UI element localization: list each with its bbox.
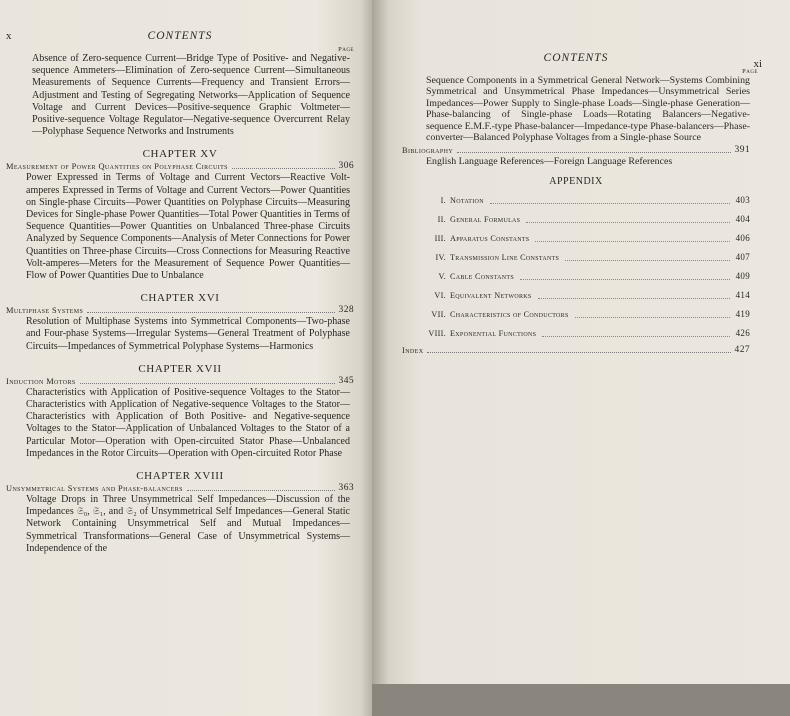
leader-dots [565, 248, 729, 261]
appendix-number: I. [440, 195, 446, 205]
index-row[interactable] [402, 345, 750, 356]
intro-paragraph: Absence of Zero-sequence Current—Bridge Type of Positive- and Negative-sequence Ammeters—Elimination of Zero-sequence Current—Simultaneous Measurements of Sequence Currents—Frequency and Transient Errors—Adjustment and Testing of Segregating Networks—Application of Sequence Voltage and Current Devices—Positive-sequence Graphic Voltmeter—Positive-sequence Voltage Regulator—Negative-sequence Overcurrent Relay—Polyphase Sequence Networks and Instruments [32, 53, 350, 138]
appendix-number: VIII. [428, 328, 446, 338]
leader-dots [542, 324, 729, 337]
bibliography-row[interactable] [402, 145, 750, 156]
leader-dots [575, 305, 730, 318]
appendix-page: 426 [735, 327, 750, 338]
leader-dots [535, 229, 729, 242]
appendix-page: 404 [735, 213, 750, 224]
right-running-head: CONTENTS [543, 52, 609, 64]
appendix-row[interactable] [412, 248, 750, 267]
chapter-page: 328 [338, 305, 354, 316]
chapter-heading: CHAPTER XVIII [136, 470, 224, 483]
appendix-row[interactable] [412, 305, 750, 324]
continuation-paragraph: Sequence Components in a Symmetrical General Network—Systems Combining Symmetrical and Unsymmetrical Phase Impedances—Unsymmetrical Series Impedances—Power Supply to Single-phase Loads—Single-phase Generation—Phase-balancing of Single-phase Loads—Rotating Balancers—Negative-sequence E.M.F.-type Phase-balancer—Impedance-type Phase-balancers—Phase-converter—Balanced Polyphase Voltages from a Single-phase Source [426, 75, 750, 144]
leader-dots [538, 286, 730, 299]
chapter-title: Multiphase Systems [6, 306, 84, 316]
appendix-page: 409 [735, 270, 750, 281]
right-page [372, 0, 790, 684]
background-surface [372, 684, 790, 716]
appendix-row[interactable] [412, 286, 750, 305]
appendix-row[interactable] [412, 324, 750, 343]
chapter-title-row[interactable] [6, 376, 354, 387]
appendix-row[interactable] [412, 210, 750, 229]
chapter-title-row[interactable] [6, 305, 354, 316]
leader-dots [457, 145, 730, 153]
chapter-xviii [6, 470, 354, 555]
appendix-number: IV. [435, 252, 446, 262]
appendix-page: 403 [735, 194, 750, 205]
chapter-page: 363 [338, 483, 354, 494]
chapter-entries: Voltage Drops in Three Unsymmetrical Self Impedances—Discussion of the Impedances 𝔖₀, 𝔖₁, and 𝔖₂ of Unsymmetrical Self Impedances—General Static Network Containing Unsymmetrical Self and Mutual Impedances—Symmetrical Transformations—General Case of Unsymmetrical Systems—Independence of the [26, 494, 350, 554]
appendix-list [402, 191, 750, 356]
left-running-head: CONTENTS [147, 30, 213, 42]
right-page-label: Page [742, 68, 758, 75]
chapter-title-row[interactable] [6, 483, 354, 494]
chapter-xv [6, 148, 354, 282]
chapter-title: Measurement of Power Quantities on Polyphase Circuits [6, 162, 228, 172]
appendix-number: V. [438, 271, 446, 281]
appendix-row[interactable] [412, 267, 750, 286]
appendix-title: Cable Constants [450, 271, 514, 281]
bibliography-page: 391 [734, 145, 750, 156]
appendix-number: III. [434, 233, 446, 243]
leader-dots [520, 267, 730, 280]
leader-dots [87, 305, 334, 313]
appendix-title: Equivalent Networks [450, 290, 532, 300]
appendix-title: Exponential Functions [450, 328, 537, 338]
leader-dots [232, 161, 335, 169]
chapter-title: Unsymmetrical Systems and Phase-balancers [6, 484, 183, 494]
index-title: Index [402, 345, 424, 355]
left-page-label: Page [338, 46, 354, 53]
leader-dots [490, 191, 730, 204]
appendix-row[interactable] [412, 191, 750, 210]
appendix-title: Apparatus Constants [450, 233, 530, 243]
appendix-number: VII. [431, 309, 446, 319]
chapter-title-row[interactable] [6, 161, 354, 172]
right-folio: xi [753, 58, 762, 70]
appendix-title: Characteristics of Conductors [450, 309, 569, 319]
leader-dots [187, 483, 335, 491]
appendix-title: General Formulas [450, 214, 521, 224]
appendix-number: VI. [434, 290, 446, 300]
appendix-heading: APPENDIX [549, 175, 603, 187]
chapter-entries: Characteristics with Application of Positive-sequence Voltages to the Stator—Characteristics with Application of Negative-sequence Voltages to the Stator—Characteristics with Application of Both Positive- and Negative-sequence Voltages to the Stator—Application of Unbalanced Voltages to the Stator of a Particular Motor—Operation with Open-circuited Stator Phase—Unbalanced Impedances in the Rotor Circuits—Operation with Open-circuited Rotor Phase [26, 386, 350, 459]
chapter-page: 345 [338, 375, 354, 386]
appendix-page: 419 [735, 308, 750, 319]
chapter-entries: Resolution of Multiphase Systems into Symmetrical Components—Two-phase and Four-phase Systems—Irregular Systems—General Treatment of Polyphase Circuits—Impedances of Symmetrical Polyphase Systems—Harmonics [26, 316, 350, 352]
leader-dots [427, 345, 730, 353]
appendix-title: Notation [450, 195, 484, 205]
leader-dots [526, 210, 729, 223]
appendix-title: Transmission Line Constants [450, 252, 560, 262]
left-folio: x [6, 30, 12, 42]
bibliography [402, 145, 750, 167]
chapter-heading: CHAPTER XVI [140, 292, 220, 305]
appendix-page: 406 [735, 232, 750, 243]
bibliography-entries: English Language References—Foreign Language References [426, 156, 673, 168]
index-page: 427 [734, 344, 750, 355]
chapter-page: 306 [338, 161, 354, 172]
leader-dots [80, 376, 335, 384]
chapter-title: Induction Motors [6, 376, 76, 386]
chapter-xvii [6, 363, 354, 460]
bibliography-title: Bibliography [402, 146, 454, 156]
appendix-page: 414 [735, 289, 750, 300]
appendix-number: II. [437, 214, 446, 224]
chapter-heading: CHAPTER XV [142, 148, 218, 161]
left-page [0, 0, 372, 716]
chapter-xvi [6, 292, 354, 353]
appendix-page: 407 [735, 251, 750, 262]
chapter-heading: CHAPTER XVII [138, 362, 222, 375]
chapter-entries: Power Expressed in Terms of Voltage and Current Vectors—Reactive Volt-amperes Expressed in Terms of Voltage and Current Vectors—Power Quantities on Single-phase Circuits—Power Quantities on Polyphase Circuits—Measuring Devices for Single-phase Power Quantities—Total Power Quantities in Terms of Sequence Quantities—Power Quantities on Unbalanced Three-phase Circuits Analyzed by Sequence Components—Analysis of Meter Connections for Power Quantities on Three-phase Circuits—Cross Connections for Measuring Reactive Volt-amperes—Meters for the Measurement of Sequence Power Quantities—Flow of Power Quantities Due to Unbalance [26, 172, 350, 282]
appendix-row[interactable] [412, 229, 750, 248]
